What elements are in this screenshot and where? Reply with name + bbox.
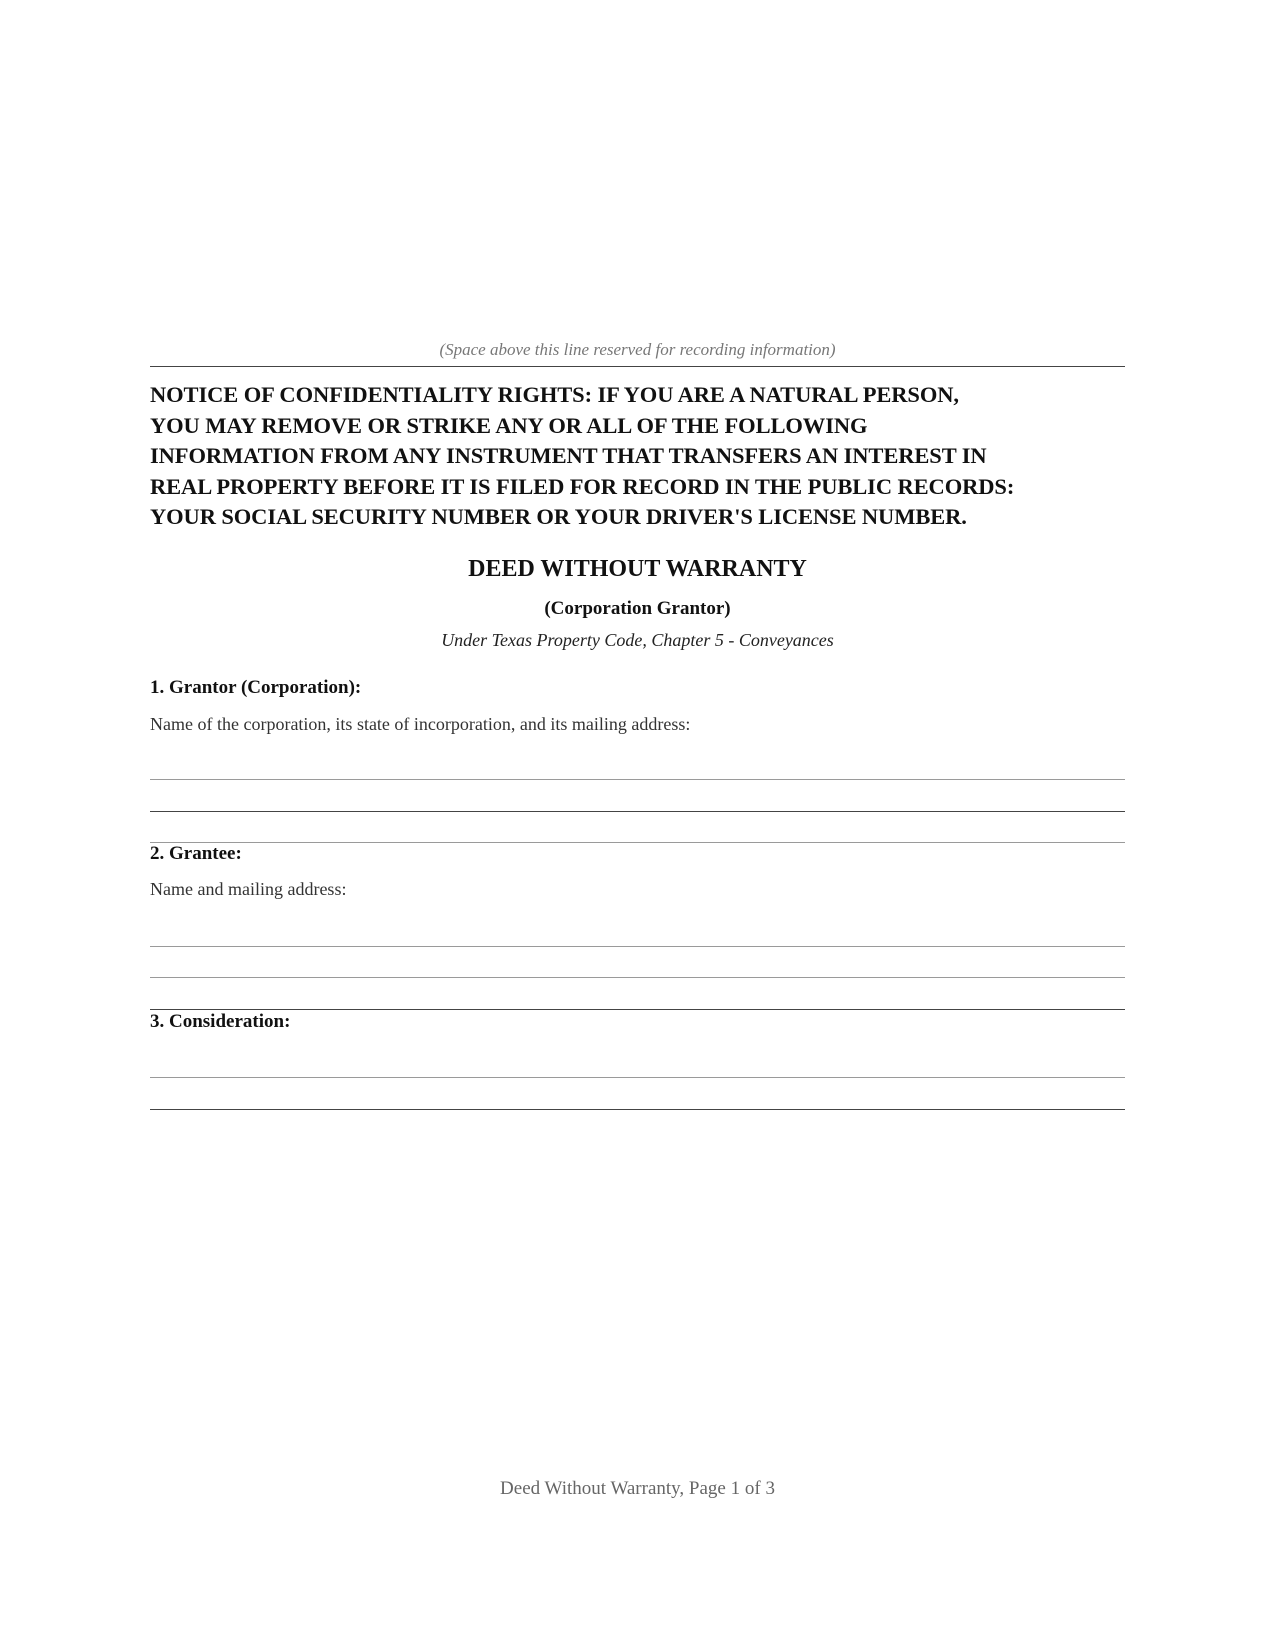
- grantor-instruction: Name of the corporation, its state of incorporation, and its mailing address:: [150, 714, 691, 734]
- grantor-heading: 1. Grantor (Corporation):: [150, 677, 362, 698]
- recording-space-divider: [150, 366, 1125, 367]
- recording-space-note: (Space above this line reserved for recording information): [439, 340, 836, 359]
- grantor-fill-line[interactable]: [150, 811, 1125, 812]
- consideration-fill-line[interactable]: [150, 1109, 1125, 1110]
- grantor-fill-line[interactable]: [150, 842, 1125, 843]
- grantee-fill-line[interactable]: [150, 977, 1125, 978]
- page-footer: Deed Without Warranty, Page 1 of 3: [500, 1478, 775, 1499]
- confidentiality-notice: [150, 380, 1125, 533]
- consideration-heading: 3. Consideration:: [150, 1011, 291, 1032]
- consideration-fill-line[interactable]: [150, 1077, 1125, 1078]
- grantee-heading: 2. Grantee:: [150, 843, 242, 864]
- notice-line: YOU MAY REMOVE OR STRIKE ANY OR ALL OF THE FOLLOWING: [150, 412, 868, 438]
- document-title: DEED WITHOUT WARRANTY: [468, 556, 807, 582]
- notice-line: INFORMATION FROM ANY INSTRUMENT THAT TRANSFERS AN INTEREST IN: [150, 443, 987, 468]
- notice-line: YOUR SOCIAL SECURITY NUMBER OR YOUR DRIVER'S LICENSE NUMBER.: [150, 504, 967, 529]
- grantee-instruction: Name and mailing address:: [150, 879, 347, 899]
- notice-line: REAL PROPERTY BEFORE IT IS FILED FOR RECORD IN THE PUBLIC RECORDS:: [150, 473, 1015, 499]
- grantee-fill-line[interactable]: [150, 946, 1125, 947]
- document-authority: Under Texas Property Code, Chapter 5 - Conveyances: [441, 630, 834, 650]
- grantor-fill-line[interactable]: [150, 779, 1125, 780]
- document-subtitle: (Corporation Grantor): [544, 598, 731, 619]
- grantee-fill-line[interactable]: [150, 1009, 1125, 1010]
- notice-line: NOTICE OF CONFIDENTIALITY RIGHTS: IF YOU ARE A NATURAL PERSON,: [150, 382, 959, 407]
